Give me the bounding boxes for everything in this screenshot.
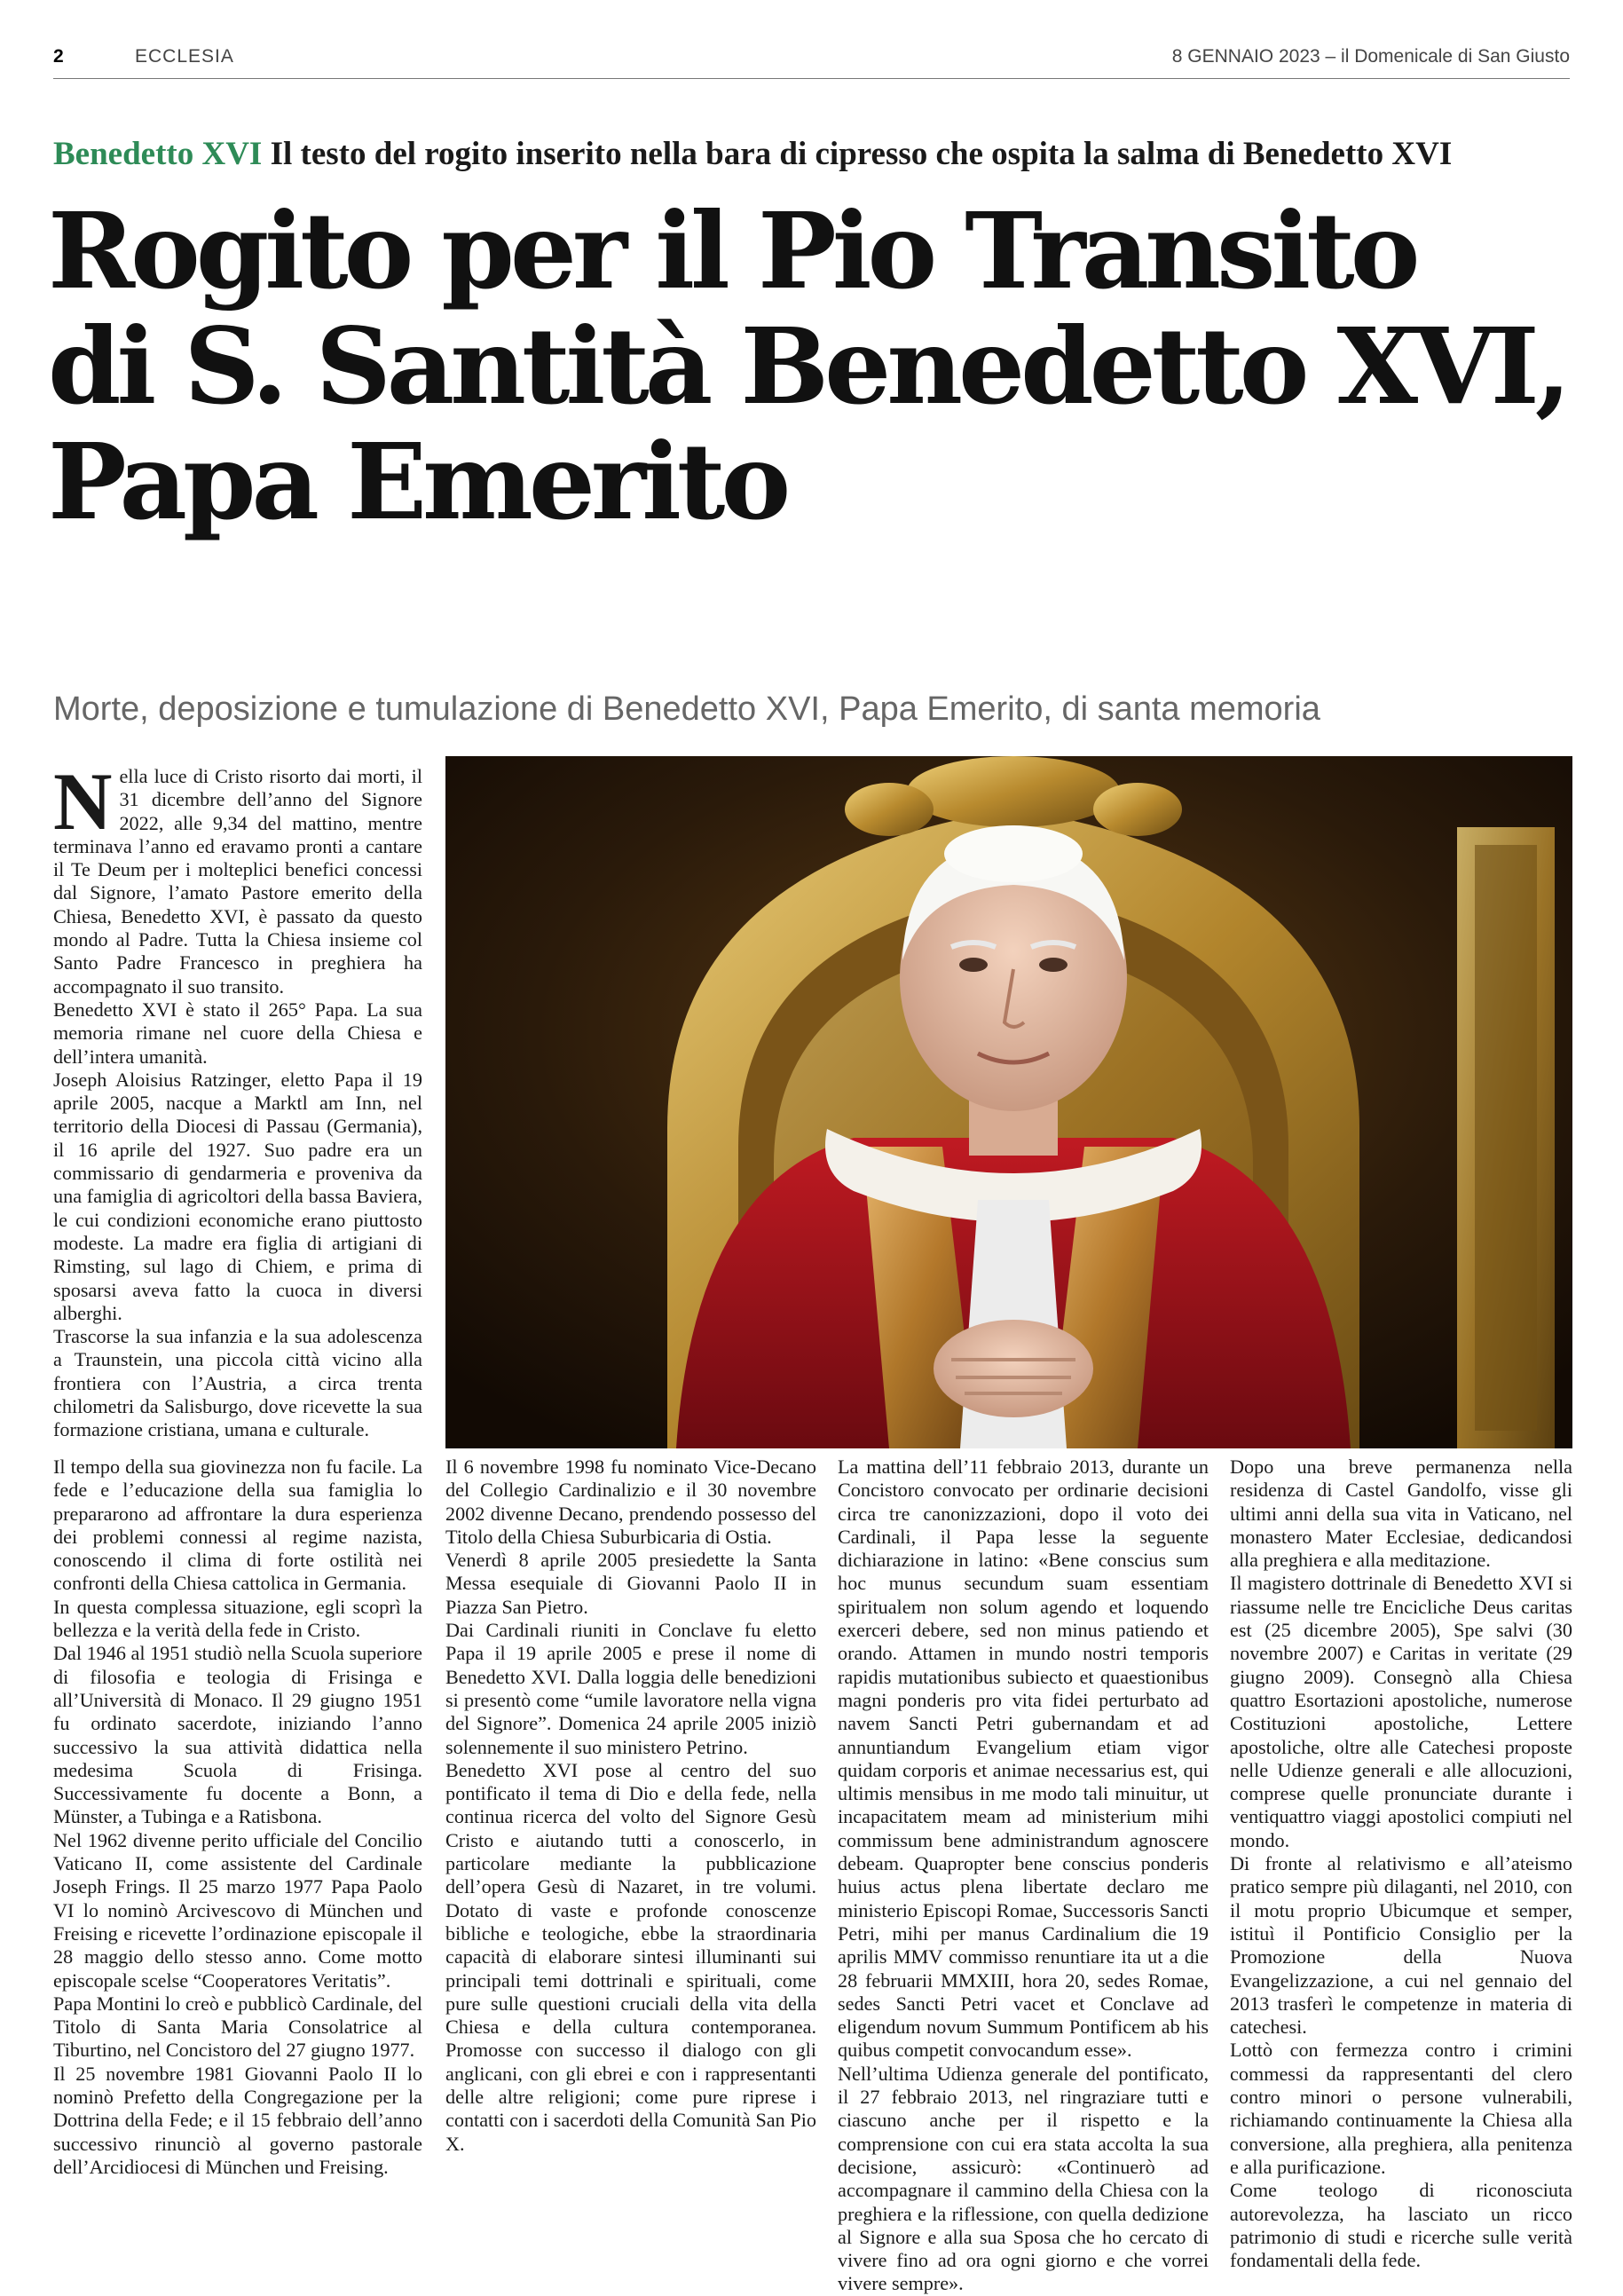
article-paragraph: Lottò con fermezza contro i crimini commessi da rappresentanti del clero contro minori o persone vulnerabili, richiamando continuamente la Chiesa alla conversione, alla preghiera, alla penitenza e alla purificazione. [1230, 2039, 1572, 2178]
article-column-3 [838, 1456, 1209, 2295]
article-column-1-top [53, 756, 422, 1448]
article-column-2 [445, 1456, 816, 2228]
article-paragraph: Come teologo di riconosciuta autorevolezza, ha lasciato un ricco patrimonio di studi e ricerche sulle verità fondamentali della fede. [1230, 2179, 1572, 2272]
article-paragraph: Papa Montini lo creò e pubblicò Cardinale, del Titolo di Santa Maria Consolatrice al Tiburtino, nel Concistoro del 27 giugno 1977. [53, 1992, 422, 2062]
article-paragraph: Il 6 novembre 1998 fu nominato Vice-Decano del Collegio Cardinalizio e il 30 novembre 2002 divenne Decano, prendendo possesso del Titolo della Chiesa Suburbicaria di Ostia. [445, 1456, 816, 1548]
article-paragraph: La mattina dell’11 febbraio 2013, durante un Concistoro convocato per ordinarie decisioni circa tre canonizzazioni, dopo il voto dei Cardinali, il Papa lesse la seguente dichiarazione in latino: «Bene conscius sum hoc munus secundum suam essentiam spiritualem non solum agendo et loquendo exerceri debere, sed non minus patiendo et orando. Attamen in mundo nostri temporis rapidis mutationibus subiecto et quaestionibus magni ponderis pro vita fidei perturbato ad navem Sancti Petri gubernandam et ad annuntiandum Evangelium etiam vigor quidam corporis et animae necessarius est, qui ultimis mensibus in me modo tali minuitur, ut incapacitatem meam ad ministerium mihi commissum bene administrandum agnoscere debeam. Quapropter bene conscius ponderis huius actus plena libertate declaro me ministerio Episcopi Romae, Successoris Sancti Petri, mihi per manus Cardinalium die 19 aprilis MMV commisso renuntiare ita ut a die 28 februarii MMXIII, hora 20, sedes Romae, sedes Sancti Petri vacet et Conclave ad eligendum novum Summum Pontificem ab his quibus competit convocandum esse». [838, 1456, 1209, 2062]
issue-date-line: 8 GENNAIO 2023 – il Domenicale di San Giusto [1171, 46, 1570, 67]
article-paragraph: Dai Cardinali riuniti in Conclave fu eletto Papa il 19 aprile 2005 e prese il nome di Benedetto XVI. Dalla loggia delle benedizioni si presentò come “umile lavoratore nella vigna del Signore”. Domenica 24 aprile 2005 iniziò solennemente il suo ministero Petrino. [445, 1619, 816, 1758]
article-paragraph: Nel 1962 divenne perito ufficiale del Concilio Vaticano II, come assistente del Cardinale Joseph Frings. Il 25 marzo 1977 Papa Paolo VI lo nominò Arcivescovo di München und Freising e ricevette l’ordinazione episcopale il 28 maggio dello stesso anno. Come motto episcopale scelse “Cooperatores Veritatis”. [53, 1828, 422, 1992]
kicker [53, 135, 1570, 173]
article-column-1-bottom [53, 1456, 422, 2228]
article-paragraph: Il magistero dottrinale di Benedetto XVI si riassume nelle tre Encicliche Deus caritas est (25 dicembre 2005), Spe salvi (30 novembre 2007) e Caritas in veritate (29 giugno 2009). Consegnò alla Chiesa quattro Esortazioni apostoliche, numerose Costituzioni apostoliche, Lettere apostoliche, oltre alle Catechesi proposte nelle Udienze generali e alle allocuzioni, comprese quelle pronunciate durante i ventiquattro viaggi apostolici compiuti nel mondo. [1230, 1572, 1572, 1851]
subhead: Morte, deposizione e tumulazione di Benedetto XVI, Papa Emerito, di santa memoria [53, 690, 1320, 728]
section-name: ECCLESIA [135, 46, 234, 67]
article-paragraph: Il 25 novembre 1981 Giovanni Paolo II lo nominò Prefetto della Congregazione per la Dottrina della Fede; e il 15 febbraio dell’anno successivo rinunciò al governo pastorale dell’Arcidiocesi di München und Freising. [53, 2062, 422, 2178]
article-paragraph: Di fronte al relativismo e all’ateismo pratico sempre più dilaganti, nel 2010, con il motu proprio Ubicumque et semper, istituì il Pontificio Consiglio per la Promozione della Nuova Evangelizzazione, a cui nel gennaio del 2013 trasferì le competenze in materia di catechesi. [1230, 1852, 1572, 2039]
article-paragraph: Il tempo della sua giovinezza non fu facile. La fede e l’educazione della sua famiglia lo prepararono ad affrontare la dura esperienza dei problemi connessi al regime nazista, conoscendo il clima di forte ostilità nei confronti della Chiesa cattolica in Germania. [53, 1456, 422, 1595]
page-header [53, 46, 1570, 73]
article-paragraph: ella luce di Cristo risorto dai morti, il 31 dicembre dell’anno del Signore 2022, alle 9,34 del mattino, mentre terminava l’anno ed eravamo pronti a cantare il Te Deum per i molteplici benefici concessi dal Signore, l’amato Pastore emerito della Chiesa, Benedetto XVI, è passato da questo mondo al Padre. Tutta la Chiesa insieme col Santo Padre Francesco in preghiera ha accompagnato il suo transito. [53, 765, 422, 998]
headline-line-2: di S. Santità Benedetto XVI, [48, 304, 1567, 428]
headline [48, 189, 1574, 543]
kicker-tag: Benedetto XVI [53, 136, 263, 172]
article-paragraph: Trascorse la sua infanzia e la sua adolescenza a Traunstein, una piccola città vicino alla frontiera con l’Austria, a circa trenta chilometri da Salisburgo, dove ricevette la sua formazione cristiana, umana e culturale. [53, 1325, 422, 1441]
article-paragraph: Benedetto XVI è stato il 265° Papa. La sua memoria rimane nel cuore della Chiesa e dell’intera umanità. [53, 998, 422, 1068]
article-paragraph: Benedetto XVI pose al centro del suo pontificato il tema di Dio e della fede, nella continua ricerca del volto del Signore Gesù Cristo e aiutando tutti a conoscerlo, in particolare mediante la pubblicazione dell’opera Gesù di Nazaret, in tre volumi. Dotato di vaste e profonde conoscenze bibliche e teologiche, ebbe la straordinaria capacità di elaborare sintesi illuminanti sui principali temi dottrinali e spirituali, come pure sulle questioni cruciali della vita della Chiesa e della cultura contemporanea. Promosse con successo il dialogo con gli anglicani, con gli ebrei e con i rappresentanti delle altre religioni; come pure riprese i contatti con i sacerdoti della Comunità San Pio X. [445, 1758, 816, 2155]
article-column-4 [1230, 1456, 1572, 2272]
drop-cap: N [53, 756, 113, 847]
article-paragraph: In questa complessa situazione, egli scoprì la bellezza e la verità della fede in Cristo. [53, 1595, 422, 1642]
article-paragraph: Dal 1946 al 1951 studiò nella Scuola superiore di filosofia e teologia di Frisinga e all’Università di Monaco. Il 29 giugno 1951 fu ordinato sacerdote, iniziando l’anno successivo la sua attività didattica nella medesima Scuola di Frisinga. Successivamente fu docente a Bonn, a Münster, a Tubinga e a Ratisbona. [53, 1642, 422, 1828]
pope-portrait-illustration [445, 756, 1572, 1448]
page-number: 2 [53, 46, 64, 67]
article-paragraph: Joseph Aloisius Ratzinger, eletto Papa il 19 aprile 2005, nacque a Marktl am Inn, nel territorio della Diocesi di Passau (Germania), il 16 aprile del 1927. Suo padre era un commissario di gendarmeria e proveniva da una famiglia di agricoltori della bassa Baviera, le cui condizioni economiche erano piuttosto modeste. La madre era figlia di artigiani di Rimsting, sul lago di Chiem, e prima di sposarsi aveva fatto la cuoca in diversi alberghi. [53, 1068, 422, 1324]
article-paragraph: Venerdì 8 aprile 2005 presiedette la Santa Messa esequiale di Giovanni Paolo II in Piazza San Pietro. [445, 1549, 816, 1618]
pope-photo [445, 756, 1572, 1448]
headline-line-1: Rogito per il Pio Transito [48, 189, 1416, 312]
headline-line-3: Papa Emerito [48, 420, 787, 543]
article-paragraph: Nell’ultima Udienza generale del pontificato, il 27 febbraio 2013, nel ringraziare tutti e ciascuno anche per il rispetto e la comprensione con cui era stata accolta la sua decisione, assicurò: «Continuerò ad accompagnare il cammino della Chiesa con la preghiera e la riflessione, con quella dedizione al Signore e alla sua Sposa che ho cercato di vivere fino ad ora ogni giorno e che vorrei vivere sempre». [838, 2062, 1209, 2295]
header-rule [53, 78, 1570, 79]
article-paragraph: Dopo una breve permanenza nella residenza di Castel Gandolfo, visse gli ultimi anni della sua vita in Vaticano, nel monastero Mater Ecclesiae, dedicandosi alla preghiera e alla meditazione. [1230, 1456, 1572, 1572]
kicker-text: Il testo del rogito inserito nella bara di cipresso che ospita la salma di Benedetto XVI [262, 136, 1453, 172]
